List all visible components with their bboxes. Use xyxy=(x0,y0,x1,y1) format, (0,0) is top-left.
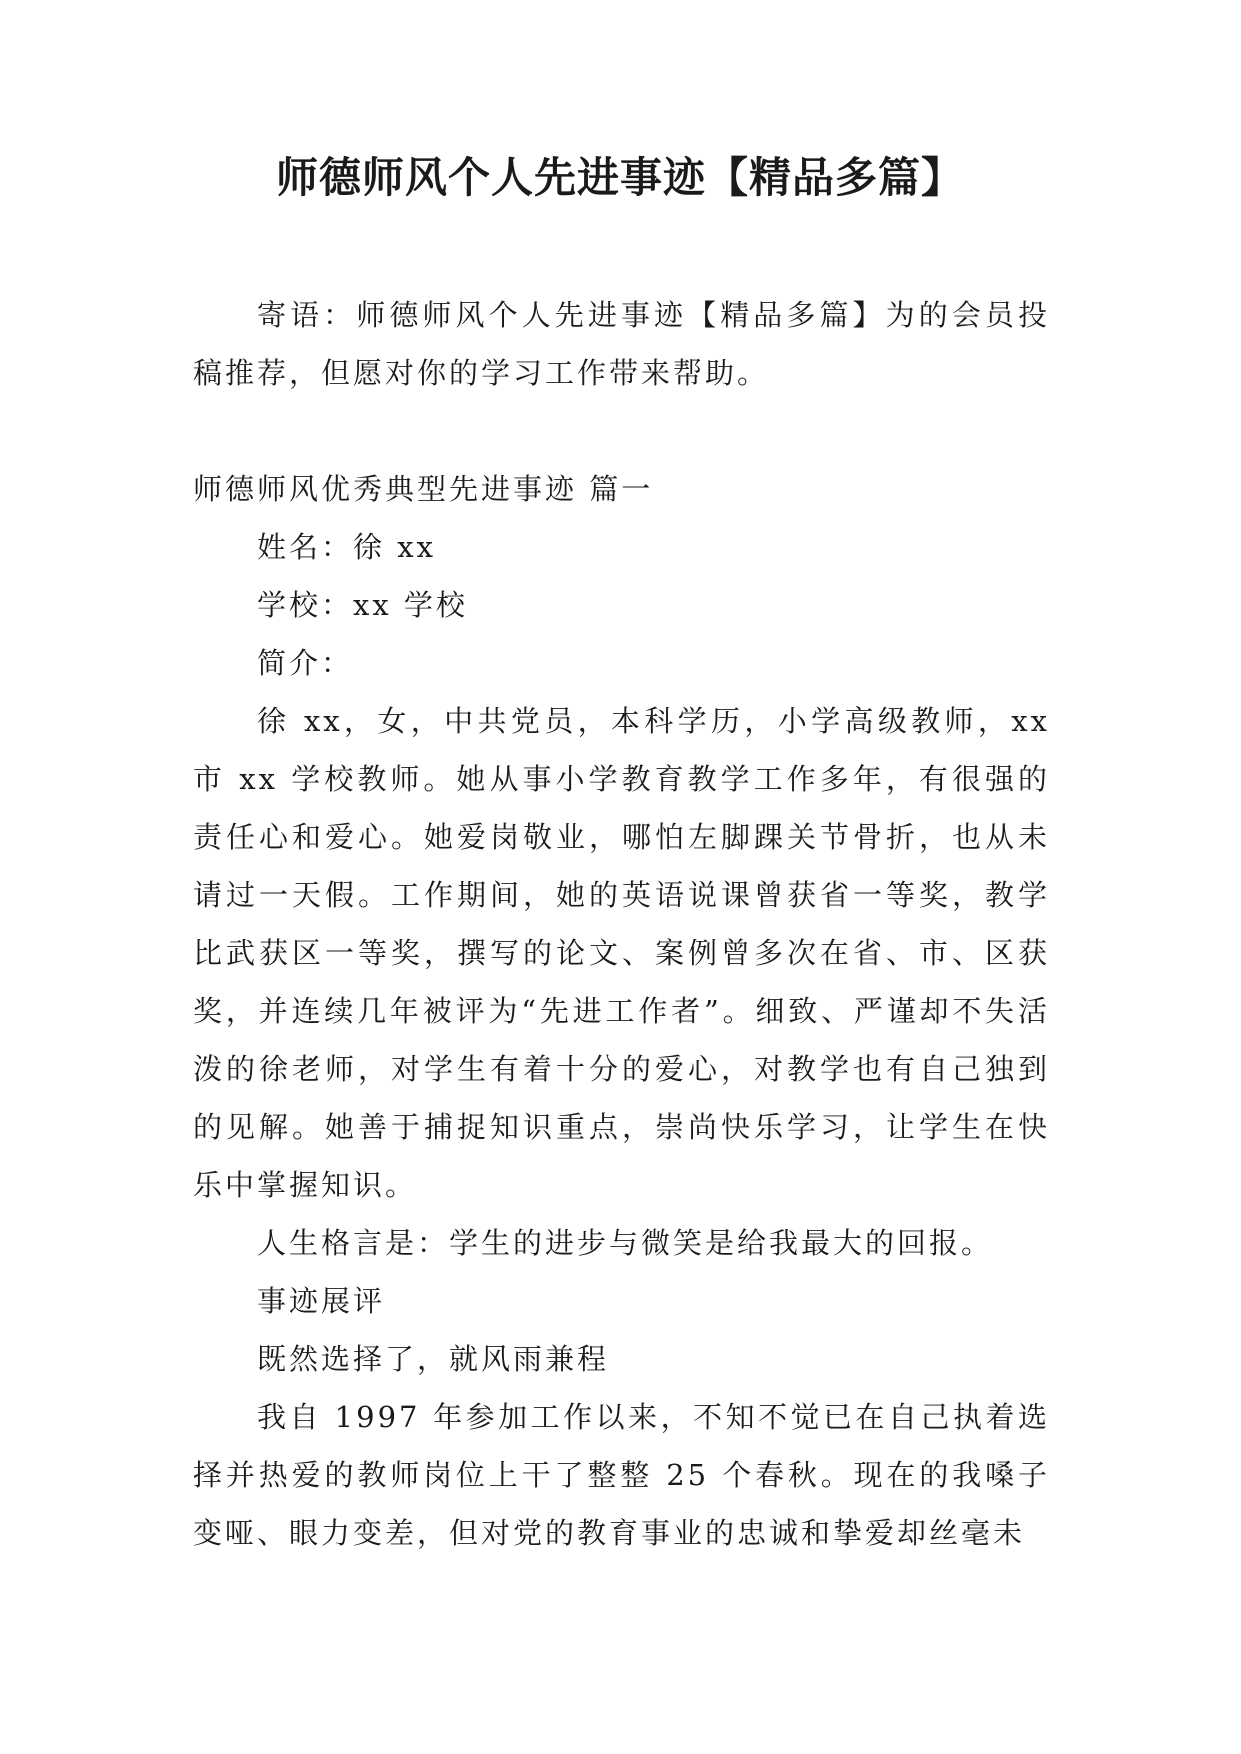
deeds-paragraph: 我自 1997 年参加工作以来，不知不觉已在自己执着选择并热爱的教师岗位上干了整整 25 个春秋。现在的我嗓子变哑、眼力变差，但对党的教育事业的忠诚和挚爱却丝毫未 xyxy=(193,1400,1050,1550)
document-body xyxy=(193,286,1050,1562)
profile-label: 简介： xyxy=(257,646,354,680)
deeds-subheading: 既然选择了，就风雨兼程 xyxy=(257,1342,610,1376)
profile-paragraph: 徐 xx，女，中共党员，本科学历，小学高级教师，xx 市 xx 学校教师。她从事小学教育教学工作多年，有很强的责任心和爱心。她爱岗敬业，哪怕左脚踝关节骨折，也从未请过一天假。工作期间，她的英语说课曾获省一等奖，教学比武获区一等奖，撰写的论文、案例曾多次在省、市、区获奖，并连续几年被评为“先进工作者”。细致、严谨却不失活泼的徐老师，对学生有着十分的爱心，对教学也有自己独到的见解。她善于捕捉知识重点，崇尚快乐学习，让学生在快乐中掌握知识。 xyxy=(193,704,1050,1202)
school-line: 学校：xx 学校 xyxy=(257,588,468,622)
deeds-heading: 事迹展评 xyxy=(257,1284,386,1318)
document-title: 师德师风个人先进事迹【精品多篇】 xyxy=(275,153,964,202)
intro-paragraph: 寄语：师德师风个人先进事迹【精品多篇】为的会员投稿推荐，但愿对你的学习工作带来帮助。 xyxy=(193,298,1050,390)
section-heading: 师德师风优秀典型先进事迹 篇一 xyxy=(193,472,654,506)
name-line: 姓名：徐 xx xyxy=(257,530,436,564)
paragraph-gap xyxy=(193,402,1050,460)
motto-line: 人生格言是：学生的进步与微笑是给我最大的回报。 xyxy=(257,1226,994,1260)
